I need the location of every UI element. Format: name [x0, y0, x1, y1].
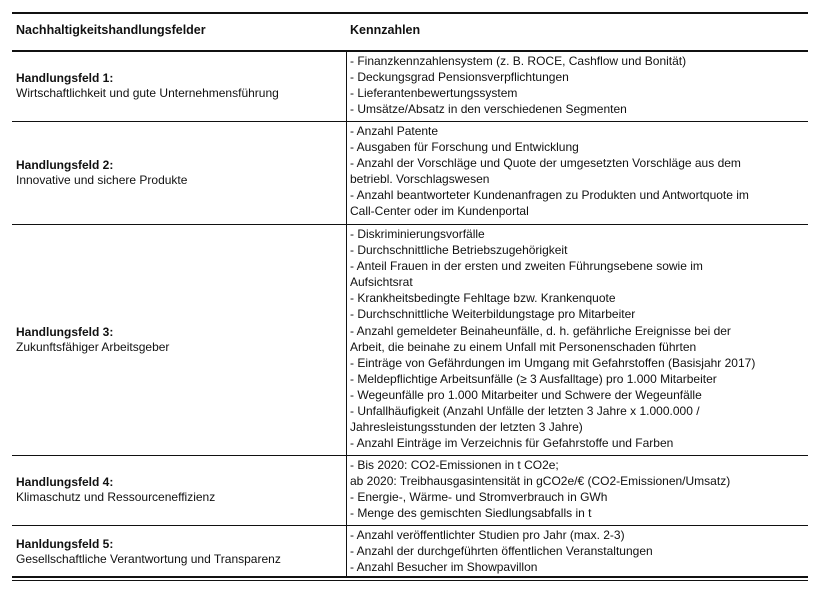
action-field-cell [16, 475, 336, 505]
kpi-line: - Anzahl Besucher im Showpavillon [350, 560, 538, 575]
kpi-line: - Finanzkennzahlensystem (z. B. ROCE, Cashflow und Bonität) [350, 54, 687, 68]
kpi-line: - Anzahl Einträge im Verzeichnis für Gefahrstoffe und Farben [350, 436, 674, 451]
table-row [12, 52, 808, 122]
kpi-line: - Deckungsgrad Pensionsverpflichtungen [350, 70, 569, 85]
kpi-line: - Krankheitsbedingte Fehltage bzw. Krankenquote [350, 291, 616, 306]
action-field-cell [16, 537, 336, 567]
kpi-line: - Anteil Frauen in der ersten und zweiten Führungsebene sowie im [350, 259, 703, 274]
table-row [12, 225, 808, 456]
kpi-line: - Durchschnittliche Betriebszugehörigkeit [350, 243, 568, 258]
kpi-cell [350, 457, 806, 521]
kpi-line: - Menge des gemischten Siedlungsabfalls in t [350, 506, 592, 521]
kpi-line: ab 2020: Treibhausgasintensität in gCO2e/€ (CO2-Emissionen/Umsatz) [350, 474, 731, 489]
kpi-line: - Bis 2020: CO2-Emissionen in t CO2e; [350, 458, 559, 472]
kpi-line: - Einträge von Gefährdungen im Umgang mit Gefahrstoffen (Basisjahr 2017) [350, 355, 756, 370]
kpi-line: - Anzahl veröffentlichter Studien pro Jahr (max. 2-3) [350, 528, 625, 542]
kpi-line: betriebl. Vorschlagswesen [350, 172, 490, 187]
kpi-line: - Umsätze/Absatz in den verschiedenen Segmenten [350, 102, 627, 117]
table-header [12, 14, 808, 50]
action-field-subtitle: Gesellschaftliche Verantwortung und Transparenz [16, 552, 281, 566]
action-field-title: Handlungsfeld 2: [16, 158, 114, 172]
kpi-line: - Meldepflichtige Arbeitsunfälle (≥ 3 Ausfalltage) pro 1.000 Mitarbeiter [350, 371, 717, 386]
kpi-line: Aufsichtsrat [350, 275, 413, 290]
table-row [12, 456, 808, 526]
action-field-title: Hanldungsfeld 5: [16, 537, 114, 551]
action-field-title: Handlungsfeld 4: [16, 475, 114, 489]
kpi-cell [350, 53, 806, 117]
kpi-line: Jahresleistungsstunden der letzten 3 Jahre) [350, 420, 583, 435]
action-field-subtitle: Wirtschaftlichkeit und gute Unternehmensführung [16, 86, 279, 100]
kpi-line: - Diskriminierungsvorfälle [350, 227, 485, 241]
bottom-rule [12, 576, 808, 578]
kpi-line: - Energie-, Wärme- und Stromverbrauch in GWh [350, 490, 608, 505]
kpi-cell [350, 226, 806, 451]
action-field-title: Handlungsfeld 3: [16, 325, 114, 339]
action-field-title: Handlungsfeld 1: [16, 71, 114, 85]
kpi-line: - Anzahl der durchgeführten öffentlichen Veranstaltungen [350, 544, 653, 559]
kpi-line: - Anzahl beantworteter Kundenanfragen zu Produkten und Antwortquote im [350, 188, 749, 203]
kpi-cell [350, 123, 806, 220]
kpi-line: Call-Center oder im Kundenportal [350, 204, 529, 219]
kpi-cell [350, 527, 806, 575]
kpi-line: - Wegeunfälle pro 1.000 Mitarbeiter und Schwere der Wegeunfälle [350, 387, 702, 402]
action-field-subtitle: Klimaschutz und Ressourceneffizienz [16, 490, 216, 504]
table-row [12, 122, 808, 225]
header-action-fields: Nachhaltigkeitshandlungsfelder [16, 23, 206, 37]
action-field-cell [16, 158, 336, 188]
kpi-line: - Anzahl gemeldeter Beinaheunfälle, d. h. gefährliche Ereignisse bei der [350, 323, 731, 338]
header-kpis: Kennzahlen [350, 23, 421, 37]
kpi-line: Arbeit, die beinahe zu einem Unfall mit Personenschaden führten [350, 339, 697, 354]
action-field-subtitle: Innovative und sichere Produkte [16, 173, 188, 187]
kpi-line: - Durchschnittliche Weiterbildungstage pro Mitarbeiter [350, 307, 636, 322]
table-row [12, 526, 808, 580]
kpi-line: - Anzahl der Vorschläge und Quote der umgesetzten Vorschläge aus dem [350, 156, 741, 171]
bottom-rule-thin [12, 580, 808, 581]
kpi-line: - Ausgaben für Forschung und Entwicklung [350, 140, 579, 155]
action-field-cell [16, 71, 336, 101]
kpi-line: - Anzahl Patente [350, 124, 439, 138]
action-field-cell [16, 325, 336, 355]
kpi-line: - Unfallhäufigkeit (Anzahl Unfälle der letzten 3 Jahre x 1.000.000 / [350, 404, 700, 419]
action-field-subtitle: Zukunftsfähiger Arbeitsgeber [16, 340, 170, 354]
kpi-line: - Lieferantenbewertungssystem [350, 86, 518, 101]
